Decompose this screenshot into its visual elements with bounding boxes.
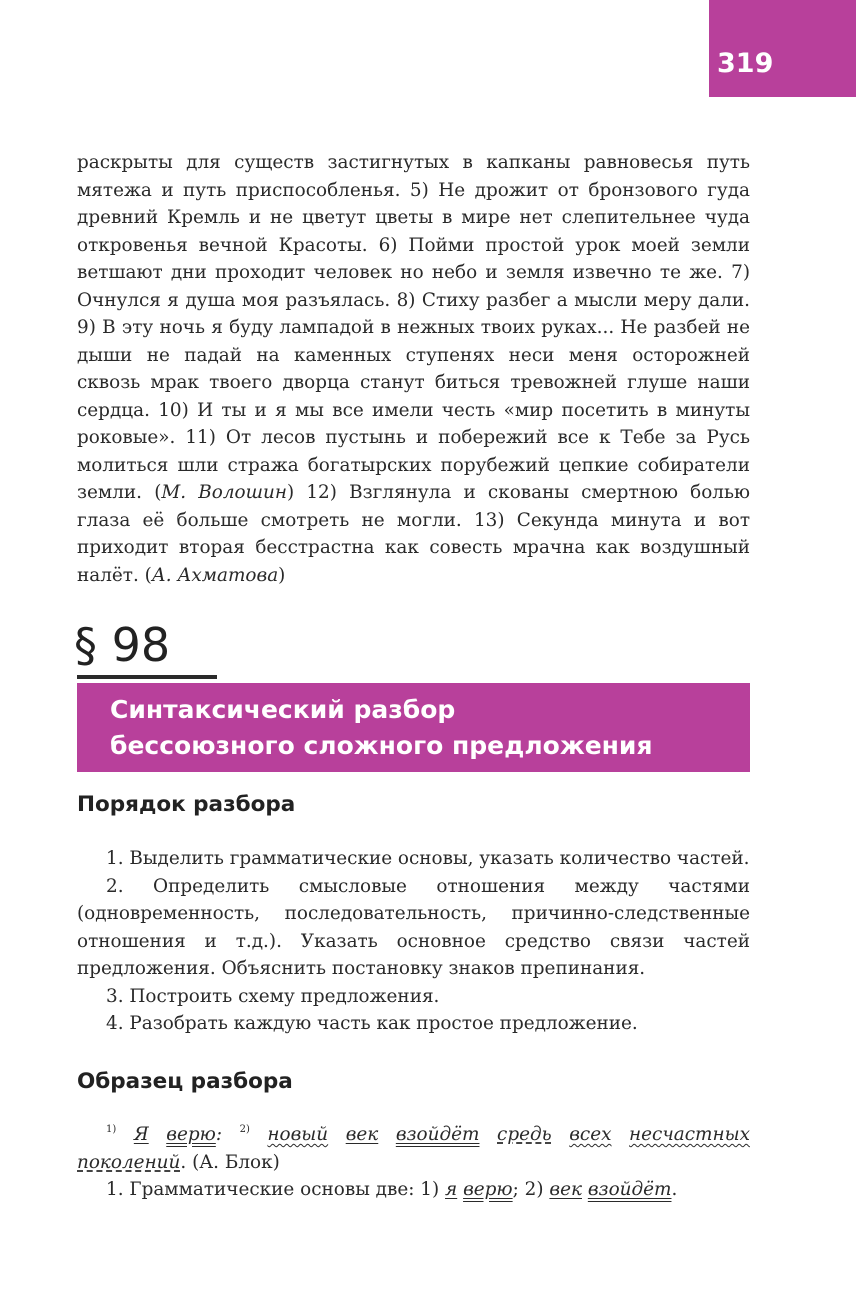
step-1-prefix: 1. Грамматические основы две: 1): [106, 1179, 440, 1200]
subject-vek: век: [345, 1124, 379, 1145]
order-steps-list: [77, 845, 750, 1038]
predicate-veryu: верю: [166, 1124, 216, 1145]
section-rule: [77, 675, 217, 679]
step-1-mid: ; 2): [512, 1179, 544, 1200]
author-voloshin: М. Волошин: [161, 482, 287, 503]
sample-step-1: [77, 1176, 750, 1204]
step-1-end: .: [671, 1179, 678, 1200]
part-marker-1: 1): [106, 1124, 117, 1135]
order-step-3: 3. Построить схему предложения.: [106, 985, 440, 1007]
part-marker-2: 2): [239, 1124, 250, 1135]
attribute-novyy: новый: [267, 1124, 329, 1145]
exercise-text-part-3: ): [278, 564, 286, 586]
exercise-text: [77, 149, 750, 589]
subject-ya: Я: [133, 1124, 149, 1145]
predicate-vzoydet: взойдёт: [395, 1124, 480, 1145]
section-number: § 98: [74, 618, 171, 672]
page-number-tab: [709, 0, 856, 97]
adverbial-sred: средь: [497, 1124, 552, 1145]
order-step-1: 1. Выделить грамматические основы, указать количество частей.: [106, 848, 750, 869]
basis-subject-ya: я: [445, 1179, 458, 1200]
section-title-bar: [77, 683, 750, 772]
exercise-text-part-1: раскрыты для существ застигнутых в капканы равновесья путь мятежа и путь приспособленья. 5) Не дрожит от бронзового гуда древний Кремль и не цветут цветы в мире нет слепительнее чуда откровенья вечной Красоты. 6) Пойми простой урок моей земли ветшают дни проходит человек но небо и земля извечно те же. 7) Очнулся я душа моя разъялась. 8) Стиху разбег а мысли меру дали. 9) В эту ночь я буду лампадой в нежных твоих руках... Не разбей не дыши не падай на каменных ступенях неси меня осторожней сквозь мрак твоего дворца станут биться тревожней глуше наши сердца. 10) И ты и я мы все имели честь «мир посетить в минуты роковые». 11) От лесов пустынь и побережий все к Тебе за Русь молиться шли стража богатырских порубежий цепкие собиратели земли. (: [77, 152, 750, 503]
order-heading: Порядок разбора: [77, 792, 296, 817]
exercise-paragraph: [77, 149, 750, 589]
basis-predicate-veryu: верю: [463, 1179, 513, 1200]
section-title-line-2: бессоюзного сложного предложения: [110, 731, 653, 760]
sample-sentence: [77, 1121, 750, 1176]
exercise-text-part-2: ) 12) Взглянула и скованы смертною болью глаза её больше смотреть не могли. 13) Секунда минута и вот приходит вторая бесстрастна как совесть мрачна как воздушный налёт. (: [77, 482, 750, 586]
sample-analysis: [77, 1121, 750, 1204]
author-akhmatova: А. Ахматова: [151, 564, 279, 586]
order-step-4: 4. Разобрать каждую часть как простое предложение.: [106, 1013, 638, 1034]
adverbial-pokoleniy: поколений: [77, 1151, 181, 1173]
attribute-vseh: всех: [569, 1124, 612, 1145]
sample-source: . (А. Блок): [180, 1151, 280, 1173]
order-step-2: 2. Определить смысловые отношения между частями (одновременность, последовательность, причинно-следственные отношения и т.д.). Указать основное средство связи частей предложения. Объяснить постановку знаков препинания.: [77, 875, 750, 979]
sample-heading: Образец разбора: [77, 1069, 293, 1094]
section-title-line-1: Синтаксический разбор: [110, 695, 456, 724]
colon: :: [215, 1124, 223, 1145]
basis-predicate-vzoydet: взойдёт: [587, 1179, 672, 1200]
page-number: 319: [717, 48, 774, 79]
attribute-neschastnyh: несчастных: [629, 1124, 750, 1145]
basis-subject-vek: век: [549, 1179, 582, 1200]
